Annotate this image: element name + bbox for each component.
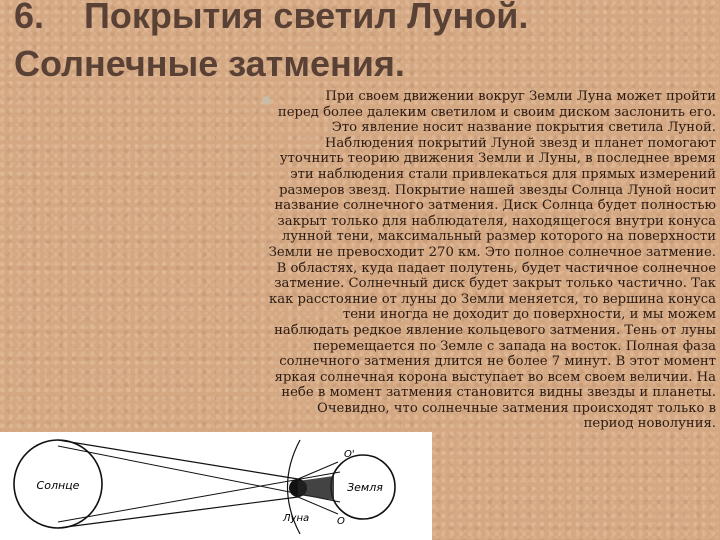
umbra-shadow (298, 476, 334, 500)
eclipse-diagram-svg (0, 432, 432, 540)
moon-label: Луна (283, 513, 310, 524)
cone-line-outer-bottom (58, 497, 298, 528)
sun-label: Солнце (36, 479, 80, 492)
title-line-2: Солнечные затмения. (14, 43, 405, 84)
slide-title (14, 0, 714, 88)
point-bottom-label: O (337, 516, 345, 527)
eclipse-diagram (0, 432, 432, 540)
title-line-1: 6. Покрытия светил Луной. (14, 0, 529, 36)
earth-label: Земля (347, 481, 383, 494)
body-paragraph: При своем движении вокруг Земли Луна может пройти перед более далеким светилом и своим диском заслонить его. Это явление носит название покрытия светила Луной. Наблюдения покрытий Луной звезд и планет помогают уточнить теорию движения Земли и Луны, в последнее время эти наблюдения стали привлекаться для прямых измерений размеров звезд. Покрытие нашей звезды Солнца Луной носит название солнечного затмения. Диск Солнца будет полностью закрыт только для наблюдателя, находящегося внутри конуса лунной тени, максимальный размер которого на поверхности Земли не превосходит 270 км. Это полное солнечное затмение. В областях, куда падает полутень, будет частичное солнечное затмение. Солнечный диск будет закрыт только частично. Так как расстояние от луны до Земли меняется, то вершина конуса тени иногда не доходит до поверхности, и мы можем наблюдать редкое явление кольцевого затмения. Тень от луны перемещается по Земле с запада на восток. Полная фаза солнечного затмения длится не более 7 минут. В этот момент яркая солнечная корона выступает во всем своем величии. На небе в момент затмения становится видны звезды и планеты. Очевидно, что солнечные затмения происходят только в период новолуния. (268, 89, 716, 432)
point-top-label: O' (344, 449, 355, 460)
